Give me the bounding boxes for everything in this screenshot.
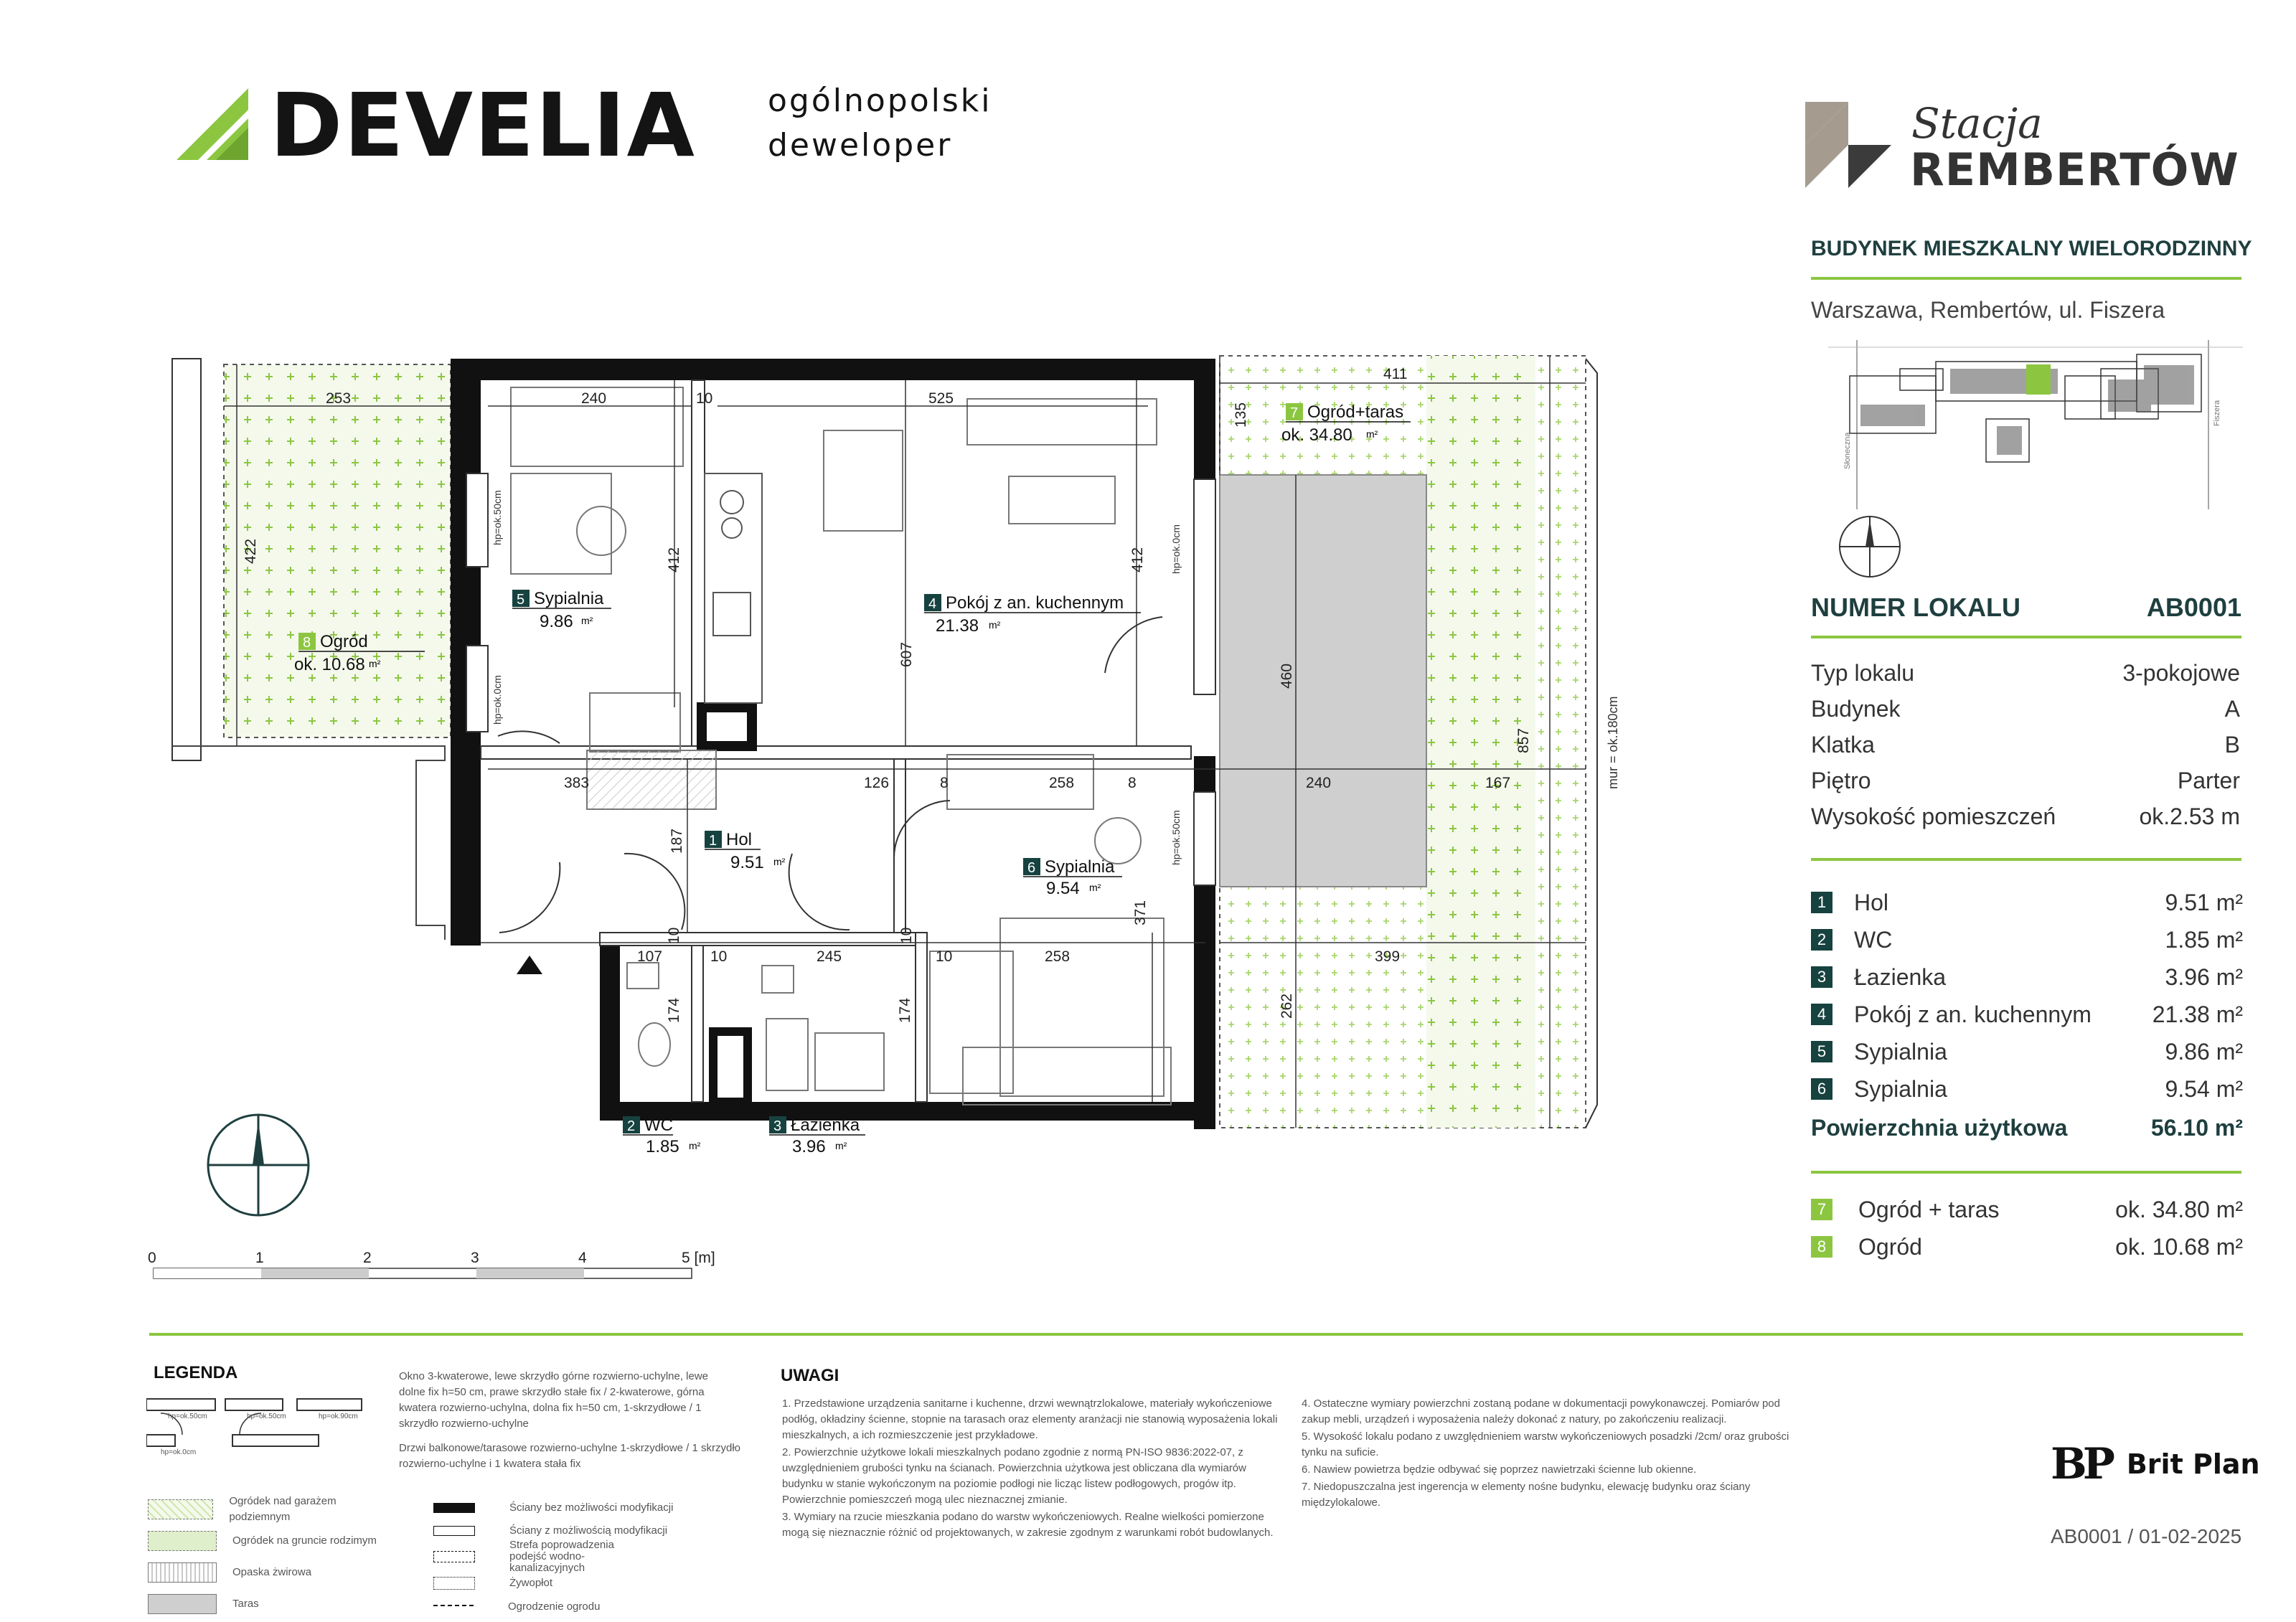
property-value: ok.2.53 m [2139,803,2240,829]
room-label-area: 1.85 [646,1137,679,1156]
hp-note: hp=ok.0cm [491,675,503,725]
svg-text:4: 4 [928,596,937,612]
room-area: 3.96 m² [2165,963,2243,990]
room-label-area: ok. 10.68 [294,655,365,674]
tagline-line-1: ogólnopolski [768,82,992,119]
room-row [1811,1033,2243,1070]
room-label-name: Ogród+taras [1307,402,1404,422]
room-label-area: 9.86 [540,612,573,631]
dim-258a: 258 [1049,775,1075,791]
swatch-wall-fixed [433,1503,475,1513]
legend-window-text-2: Drzwi balkonowe/tarasowe rozwierno-uchylne 1-skrzydłowe / 1 skrzydło rozwierno-uchylne i 1 kwatera stała fix [399,1442,741,1470]
legend-label: Taras [232,1598,259,1610]
outer-walls [451,359,1215,1129]
dim-240: 240 [581,390,607,407]
project-logo-name: REMBERTÓW [1910,143,2239,196]
swatch-plumbing-zone [433,1551,475,1562]
dim-107: 107 [637,948,663,965]
property-row [1811,696,2240,732]
dim-412a: 412 [666,547,682,572]
note-item: 7. Niedopuszczalna jest ingerencja w elementy nośne budynku, elewację budynku oraz ściany międzylokalowe. [1302,1481,1751,1509]
total-area-row [1811,1108,2243,1148]
unit-number-label: NUMER LOKALU [1811,593,2020,622]
legend-label: Ściany bez możliwości modyfikacji [509,1501,674,1514]
divider-2 [1811,636,2241,638]
site-key-plan-drawing [1828,340,2243,509]
room-label-area: 9.54 [1046,879,1080,898]
window-tag: hp=ok.50cm [168,1413,207,1420]
property-value: 3-pokojowe [2122,660,2240,686]
legend-title: LEGENDA [154,1363,238,1382]
dim-857: 857 [1515,727,1532,753]
dim-10b: 10 [710,948,728,965]
room-area-list [1811,884,2243,1148]
room-label-unit: m² [1366,428,1378,440]
outdoor-row [1811,1191,2243,1228]
shaft-2 [713,1032,748,1102]
property-row [1811,803,2240,839]
property-value: Parter [2177,768,2240,793]
room-row [1811,1070,2243,1108]
legend-left-items [148,1494,392,1620]
room-number-badge: 3 [1811,966,1832,988]
dim-10: 10 [696,390,713,407]
scale-tick: 2 [363,1250,372,1266]
notes-title: UWAGI [781,1366,839,1385]
outdoor-area: ok. 34.80 m² [2115,1196,2243,1222]
outdoor-name: Ogród + taras [1858,1196,2000,1222]
dim-174a: 174 [666,997,682,1023]
svg-text:7: 7 [1290,405,1299,421]
tagline-line-2: deweloper [768,127,953,164]
legend-label: Ogrodzenie ogrodu [508,1600,601,1613]
room-label-area: ok. 34.80 [1281,425,1352,445]
room-number-badge: 6 [1811,1078,1832,1100]
outdoor-row [1811,1228,2243,1265]
scale-tick: 3 [471,1250,479,1266]
site-key-plan [1828,340,2243,509]
outdoor-area-list [1811,1191,2243,1265]
legend-item [433,1496,720,1519]
left-wall-window [466,473,488,567]
legend-window-icons [146,1396,369,1461]
legend-window-text-1: Okno 3-kwaterowe, lewe skrzydło górne rozwierno-uchylne, lewe dolne fix h=50 cm, prawe skrzydło stałe fix / 2-kwaterowe, górna kwatera rozwierno-uchylna, dolna fix h=50 cm, 1-skrzydłowe / 1 skrzydło rozwierno-uchylne [399,1370,709,1430]
room-row [1811,958,2243,996]
room-label-name: Sypialnia [1045,857,1115,877]
room-label-name: Pokój z an. kuchennym [946,593,1124,613]
project-logo [1805,99,2243,196]
svg-text:1: 1 [709,833,718,849]
terrace-area [1220,475,1426,887]
building-address: Warszawa, Rembertów, ul. Fiszera [1811,297,2165,323]
dim-371: 371 [1132,900,1149,925]
architect-name: Brit Plan [2126,1448,2260,1480]
legend-item [148,1588,392,1620]
note-item: 4. Ostateczne wymiary powierzchni zostaną podane w dokumentacji powykonawczej. Pomiarów pod zakup mebli, urządzeń i wyposażenia należy dokonać z natury, po zakończeniu realizacji. [1302,1397,1780,1425]
room-row [1811,921,2243,958]
left-paving [172,746,445,940]
room-label-name: Ogród [320,632,368,651]
property-row [1811,660,2240,696]
room-label-area: 21.38 [936,616,979,636]
room-name: Hol [1854,889,1889,915]
legend-label: Ściany z możliwością modyfikacji [509,1524,668,1537]
room-number-badge: 1 [1811,892,1832,913]
scale-tick: 5 [m] [682,1250,715,1266]
legend-label: Ogródek nad garażem podziemnym [229,1495,337,1523]
property-value: A [2224,696,2240,722]
dim-525: 525 [928,390,954,407]
window-tag: hp=ok.0cm [161,1448,197,1456]
dim-253: 253 [326,390,352,407]
note-item: 6. Nawiew powietrza będzie odbywać się poprzez nawietrzaki ścienne lub okienne. [1302,1463,1697,1476]
shaft [702,707,752,746]
right-wall-window-2 [1194,792,1215,885]
legend-label: Żywopłot [509,1577,553,1589]
dim-258b: 258 [1045,948,1071,965]
legend-label: Strefa poprowadzenia podejść wodno-kanalizacyjnych [509,1539,614,1574]
unit-number: AB0001 [2146,593,2241,622]
room-number-badge: 2 [1811,929,1832,951]
dim-10c: 10 [936,948,953,965]
swatch-wall-modifiable [433,1526,475,1536]
divider-1 [1811,277,2241,280]
dim-10e: 10 [898,927,915,944]
room-name: WC [1854,926,1893,953]
project-logo-script: Stacja [1911,99,2043,148]
room-name: Sypialnia [1854,1075,1947,1102]
left-fence [172,359,201,760]
window-tag: hp=ok.50cm [247,1413,286,1420]
dim-399: 399 [1375,948,1401,965]
scale-tick: 4 [578,1250,587,1266]
inner-walls [481,380,1191,1102]
room-row [1811,884,2243,921]
room-label-area: 3.96 [792,1137,826,1156]
notes-col-2 [1302,1396,1804,1511]
note-item: 5. Wysokość lokalu podano z uwzględnieniem warstw wykończeniowych posadzki /2cm/ oraz grubości tynku na suficie. [1302,1430,1789,1458]
room-name: Pokój z an. kuchennym [1854,1001,2092,1027]
project-logo-mark [1805,102,1891,188]
legend-item [148,1525,392,1557]
room-label-unit: m² [835,1140,847,1151]
property-label: Wysokość pomieszczeń [1811,803,2056,829]
room-area: 9.86 m² [2165,1038,2243,1065]
room-label-unit: m² [989,619,1001,631]
swatch-gravel [148,1562,217,1583]
legend-item [433,1595,720,1618]
dim-262: 262 [1279,993,1295,1019]
entrance-marker [517,956,542,974]
dim-10d: 10 [666,927,682,944]
svg-text:Fiszera: Fiszera [2213,400,2221,426]
room-name: Sypialnia [1854,1038,1947,1065]
legend-item [433,1571,720,1595]
architect-mark: BP [2051,1439,2111,1489]
swatch-garden-ground [148,1531,217,1551]
legend-item [148,1557,392,1588]
svg-text:3: 3 [773,1118,782,1134]
total-area-value: 56.10 m² [2150,1114,2243,1141]
dim-412b: 412 [1129,547,1146,572]
right-wall-window-1 [1194,479,1215,694]
dim-174b: 174 [897,997,913,1023]
note-item: 3. Wymiary na rzucie mieszkania podano do warstw wykończeniowych. Realne wielkości pomierzone mogą się nieznacznie różnić od projektowanych, w zakresie zgodnym z warunkami robót budowlanych. [782,1511,1274,1539]
develia-wordmark: DEVELIA [270,75,696,176]
room-label-unit: m² [773,856,786,867]
property-label: Piętro [1811,768,1871,793]
room-label-unit: m² [689,1140,701,1151]
swatch-fence [433,1605,474,1609]
dim-422: 422 [243,538,259,564]
room-label-unit: m² [369,658,381,669]
dim-240b: 240 [1306,775,1332,791]
dim-8a: 8 [940,775,949,791]
bottom-divider [149,1333,2243,1336]
dim-135: 135 [1233,402,1249,428]
legend-label: Opaska żwirowa [232,1566,312,1578]
legend-right-items [433,1496,720,1618]
dim-383: 383 [564,775,590,791]
north-arrow-small [1837,514,1909,588]
svg-text:8: 8 [303,635,311,651]
property-label: Typ lokalu [1811,660,1915,686]
room-label-unit: m² [581,615,593,626]
room-label-name: Łazienka [791,1116,860,1135]
swatch-hedge [433,1577,475,1590]
outdoor-number-badge: 7 [1811,1199,1832,1220]
unit-properties [1811,660,2240,839]
scale-tick: 0 [148,1250,156,1266]
room-row [1811,996,2243,1033]
divider-3 [1811,858,2241,861]
document-reference: AB0001 / 01-02-2025 [2051,1525,2242,1547]
room-label-no: 5 [517,592,525,608]
notes-col-1 [782,1396,1284,1541]
svg-text:6: 6 [1027,860,1036,876]
wall-note: mur = ok.180cm [1606,696,1620,789]
compass-icon [208,1115,309,1215]
property-label: Klatka [1811,732,1875,758]
room-area: 9.51 m² [2165,889,2243,915]
legend-label: Ogródek na gruncie rodzimym [232,1534,377,1547]
legend-item [433,1539,720,1574]
property-value: B [2224,732,2240,758]
note-item: 1. Przedstawione urządzenia sanitarne i kuchenne, drzwi wewnątrzlokalowe, materiały wykończeniowe podłóg, okładziny ścienne, stopnie na tarasach oraz elementy aranżacji nie stanowią wyposażenia lokali mieszkalnych, a ich rozmieszczenie jest przykładowe. [782,1397,1278,1441]
property-label: Budynek [1811,696,1901,722]
room-area: 21.38 m² [2152,1001,2243,1027]
room-number-badge: 5 [1811,1041,1832,1062]
hp-note: hp=ok.50cm [491,490,503,545]
outdoor-number-badge: 8 [1811,1236,1832,1258]
outdoor-area: ok. 10.68 m² [2115,1233,2243,1260]
swatch-terrace [148,1594,217,1614]
total-area-label: Powierzchnia użytkowa [1811,1114,2068,1141]
right-wall-line [1586,359,1597,1128]
left-wall-door [466,646,488,732]
dim-167: 167 [1485,775,1511,791]
building-type: BUDYNEK MIESZKALNY WIELORODZINNY [1811,237,2252,260]
dim-126: 126 [864,775,890,791]
room-label-area: 9.51 [730,853,764,872]
room-label-name: Hol [726,830,753,849]
room-area: 9.54 m² [2165,1075,2243,1102]
dim-411: 411 [1383,366,1408,382]
room-label-name: Sypialnia [534,589,604,608]
outdoor-name: Ogród [1858,1233,1922,1260]
room-number-badge: 4 [1811,1004,1832,1025]
property-row [1811,732,2240,768]
architect-logo [2051,1439,2260,1489]
dim-187: 187 [669,828,685,854]
window-tag: hp=ok.90cm [319,1413,358,1420]
svg-text:Słoneczna: Słoneczna [1843,432,1852,469]
kitchen-counter [705,473,762,703]
legend-item [148,1494,392,1525]
dim-245: 245 [817,948,842,965]
divider-4 [1811,1171,2241,1174]
svg-text:2: 2 [627,1118,636,1134]
room-name: Łazienka [1854,963,1947,990]
scale-bar [148,1250,715,1278]
property-row [1811,768,2240,803]
compass-small-icon [1837,514,1909,585]
room-label-unit: m² [1089,882,1101,893]
room-label-name: WC [644,1116,673,1135]
room-area: 1.85 m² [2165,926,2243,953]
swatch-garden-garage [148,1499,213,1519]
hp-note: hp=ok.0cm [1170,524,1182,574]
dim-460: 460 [1279,663,1295,689]
window-column [587,750,716,809]
dim-8b: 8 [1128,775,1137,791]
hp-note: hp=ok.50cm [1170,810,1182,865]
note-item: 2. Powierzchnie użytkowe lokali mieszkalnych podano zgodnie z normą PN-ISO 9836:2022-07, z uwzględnieniem grubości tynku na ścianach. Powierzchnia użytkowa jest obliczana dla wymiarów budynku w stanie wykończonym na poziomie podłogi nie licząc listew podłogowych, progów itp. Powierzchnie pomieszczeń mogą ulec nieznacznej zmianie. [782,1446,1246,1506]
dim-607: 607 [898,641,915,667]
scale-tick: 1 [255,1250,264,1266]
